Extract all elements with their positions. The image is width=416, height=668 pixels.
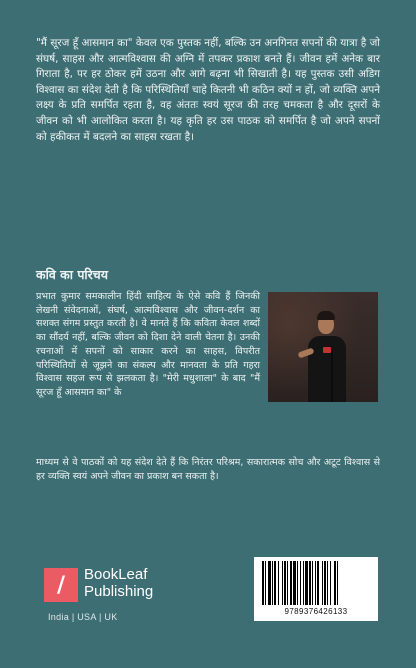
- publisher-block: [44, 566, 204, 626]
- publisher-name-line1: BookLeaf: [84, 566, 148, 583]
- photo-shirt-logo: [323, 347, 331, 353]
- publisher-name: [84, 566, 153, 600]
- barcode-bars: [262, 561, 370, 605]
- isbn-barcode: [254, 557, 378, 621]
- poet-intro-text-continued: माध्यम से वे पाठकों को यह संदेश देते हैं कि निरंतर परिश्रम, सकारात्मक सोच और अटूट विश्वास से हर व्यक्ति स्वयं अपने जीवन का प्रकाश बन सकता है।: [36, 457, 380, 482]
- photo-author-body: [308, 336, 346, 402]
- photo-author-hair: [317, 311, 335, 320]
- poet-intro-text: प्रभात कुमार समकालीन हिंदी साहित्य के ऐसे कवि हैं जिनकी लेखनी संवेदनाओं, संघर्ष, आत्मविश्वास और जीवन-दर्शन का सशक्त संगम प्रस्तुत करती है। वे मानते हैं कि कविता केवल शब्दों का सौंदर्य नहीं, बल्कि जीवन को दिशा देने वाली चेतना है। उनकी रचनाओं में सपनों को साकार करने का साहस, विपरीत परिस्थितियों से जूझने का संकल्प और मानवता के प्रति गहरा विश्वास सहज रूप से झलकता है। "मेरी मधुशाला" के बाद "मैं सूरज हूँ आसमान का" के: [36, 291, 260, 398]
- author-photo: [268, 292, 378, 402]
- back-cover-blurb: "मैं सूरज हूँ आसमान का" केवल एक पुस्तक नहीं, बल्कि उन अनगिनत सपनों की यात्रा है जो संघर्ष, साहस और आत्मविश्वास की अग्नि में तपकर प्रकाश बनते हैं। जीवन हमें अनेक बार गिराता है, पर हर ठोकर हमें उठना और आगे बढ़ना भी सिखाती है। यह पुस्तक उसी अडिग विश्वास का संदेश देती है कि परिस्थितियाँ चाहे कितनी भी कठिन क्यों न हों, जो व्यक्ति अपने लक्ष्य के प्रति समर्पित रहता है, वह अंततः स्वयं सूरज की तरह चमकता है और दूसरों के जीवन को भी आलोकित करता है। यह कृति हर उस पाठक को समर्पित है जो अपने सपनों को हकीकत में बदलने का साहस रखता है।: [36, 37, 380, 143]
- poet-intro-heading: कवि का परिचय: [36, 267, 108, 282]
- isbn-number: 9789376426133: [284, 607, 348, 616]
- publisher-logo-icon: /: [44, 568, 78, 602]
- photo-mic-stand: [331, 350, 333, 402]
- publisher-regions: India | USA | UK: [48, 612, 118, 622]
- publisher-name-line2: Publishing: [84, 583, 154, 600]
